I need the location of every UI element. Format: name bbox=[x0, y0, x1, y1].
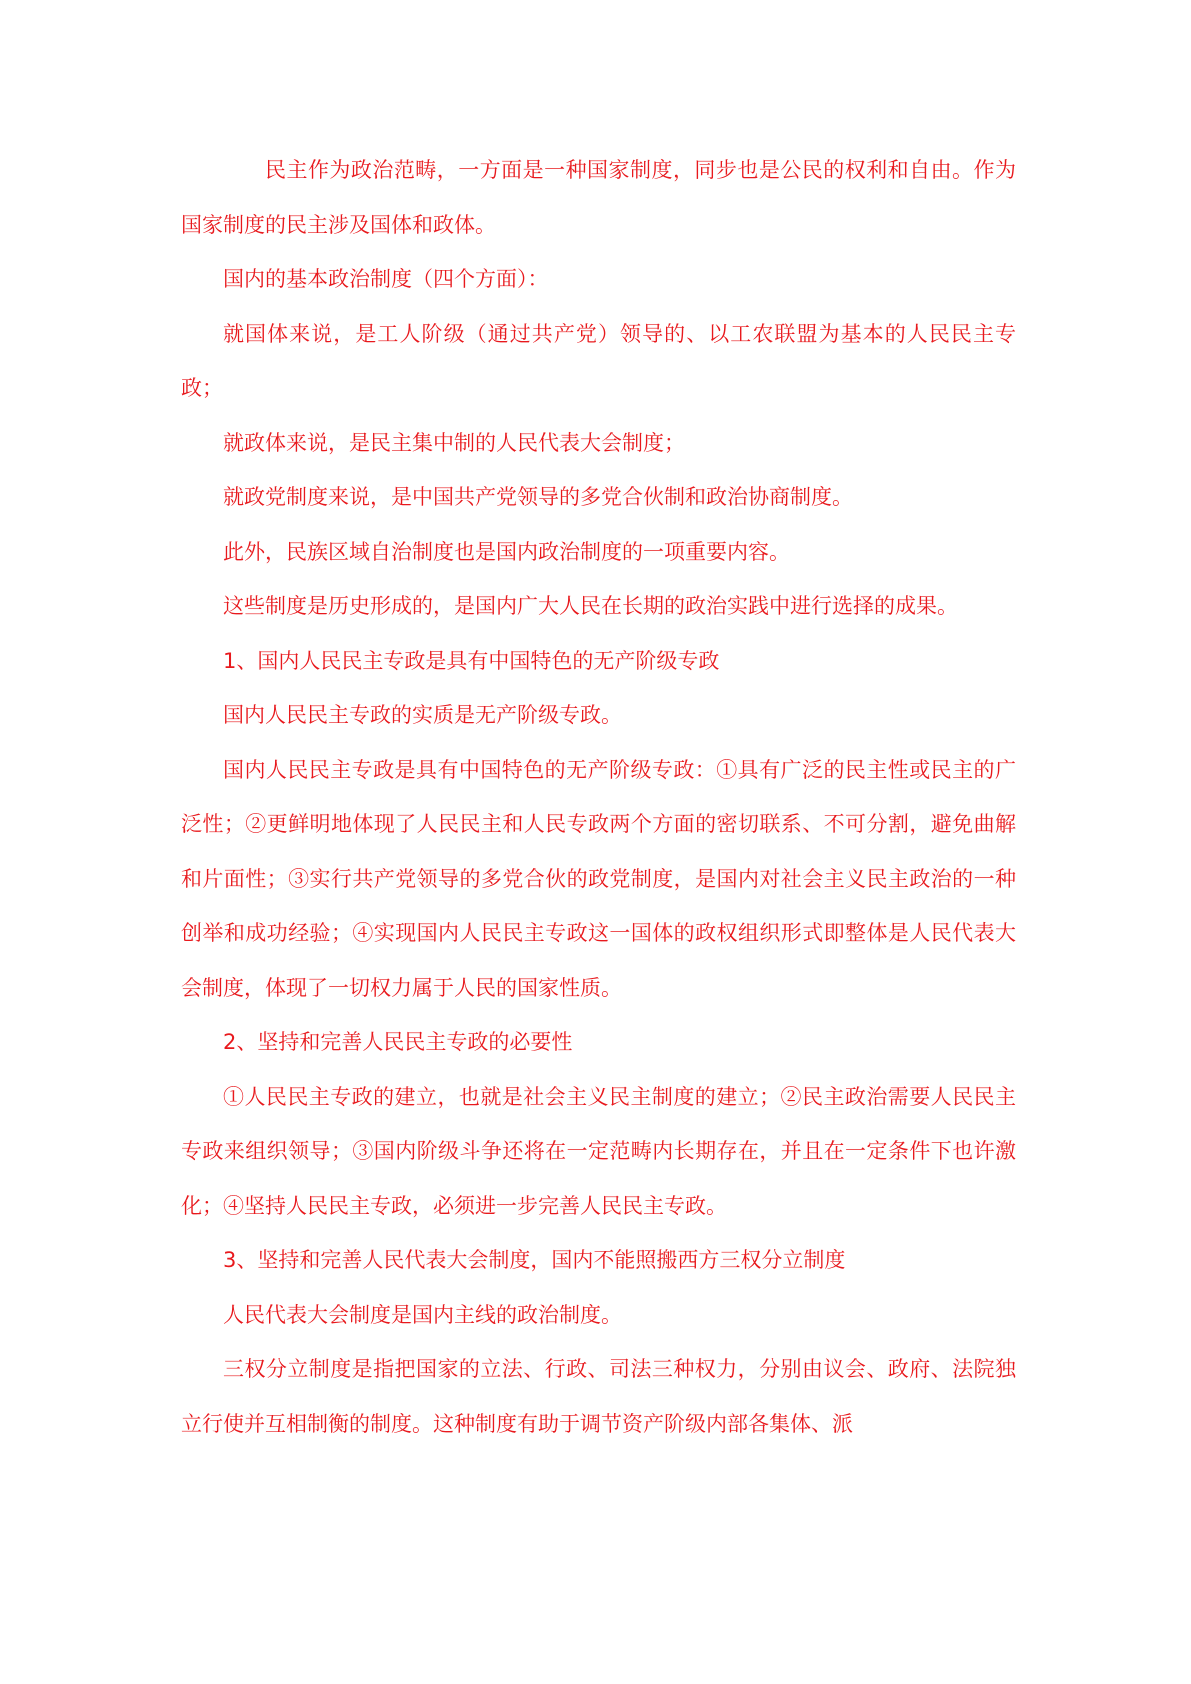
section-heading-2: 2、坚持和完善人民民主专政的必要性 bbox=[223, 1030, 573, 1054]
paragraph-historical-formation: 这些制度是历史形成的，是国内广大人民在长期的政治实践中进行选择的成果。 bbox=[223, 594, 958, 618]
document-body bbox=[181, 143, 1016, 1451]
paragraph-separation-of-powers: 三权分立制度是指把国家的立法、行政、司法三种权力，分别由议会、政府、法院独立行使并互相制衡的制度。这种制度有助于调节资产阶级内部各集体、派 bbox=[181, 1357, 1016, 1436]
paragraph-party-system: 就政党制度来说，是中国共产党领导的多党合伙制和政治协商制度。 bbox=[223, 485, 853, 509]
paragraph-characteristics: 国内人民民主专政是具有中国特色的无产阶级专政：①具有广泛的民主性或民主的广泛性；②更鲜明地体现了人民民主和人民专政两个方面的密切联系、不可分割，避免曲解和片面性；③实行共产党领导的多党合伙的政党制度，是国内对社会主义民主政治的一种创举和成功经验；④实现国内人民民主专政这一国体的政权组织形式即整体是人民代表大会制度，体现了一切权力属于人民的国家性质。 bbox=[181, 757, 1016, 1000]
section-heading-1: 1、国内人民民主专政是具有中国特色的无产阶级专政 bbox=[223, 648, 720, 673]
paragraph-regional-autonomy: 此外，民族区域自治制度也是国内政治制度的一项重要内容。 bbox=[223, 539, 790, 564]
paragraph-state-system: 就国体来说，是工人阶级（通过共产党）领导的、以工农联盟为基本的人民民主专政； bbox=[181, 321, 1016, 400]
paragraph-essence: 国内人民民主专政的实质是无产阶级专政。 bbox=[223, 703, 622, 727]
paragraph-government-system: 就政体来说，是民主集中制的人民代表大会制度； bbox=[223, 430, 685, 455]
paragraph-basic-political-system: 国内的基本政治制度（四个方面）： bbox=[223, 267, 549, 291]
section-heading-3: 3、坚持和完善人民代表大会制度，国内不能照搬西方三权分立制度 bbox=[223, 1248, 846, 1272]
paragraph-democracy-definition: 民主作为政治范畴，一方面是一种国家制度，同步也是公民的权利和自由。作为国家制度的民主涉及国体和政体。 bbox=[181, 158, 1016, 237]
paragraph-fundamental-system: 人民代表大会制度是国内主线的政治制度。 bbox=[223, 1302, 622, 1327]
paragraph-necessity: ①人民民主专政的建立，也就是社会主义民主制度的建立；②民主政治需要人民民主专政来组织领导；③国内阶级斗争还将在一定范畴内长期存在，并且在一定条件下也许激化；④坚持人民民主专政，必须进一步完善人民民主专政。 bbox=[181, 1084, 1016, 1218]
